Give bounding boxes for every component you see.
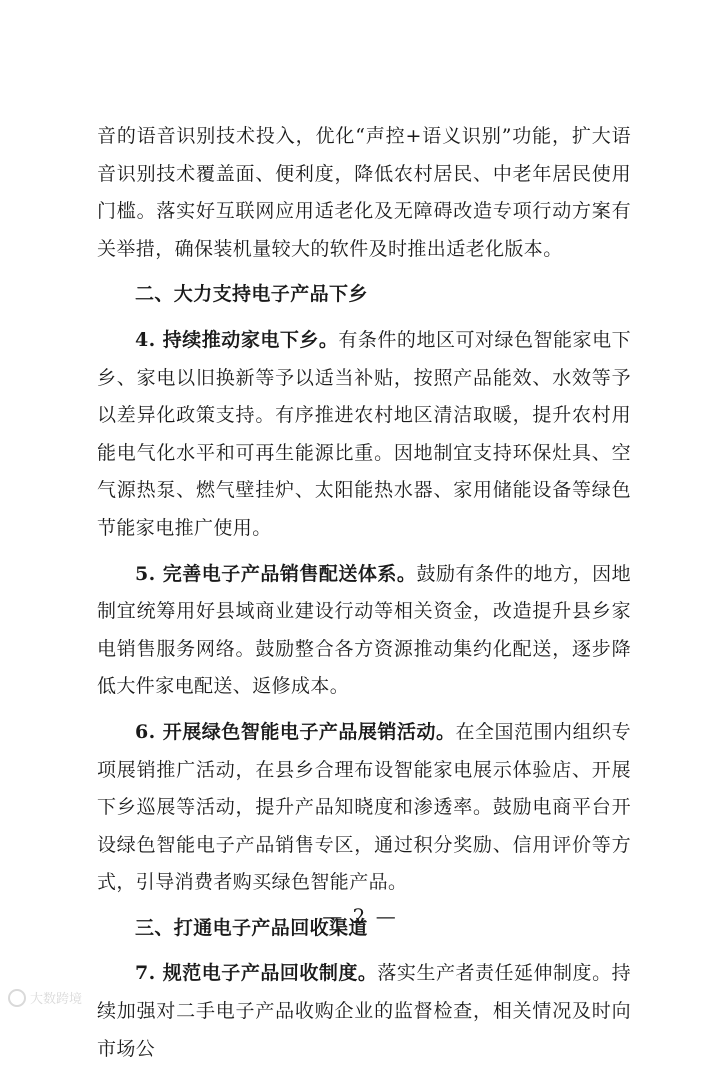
watermark-logo-icon [8,989,26,1007]
watermark [8,988,82,1007]
item-lead: 4. 持续推动家电下乡。 [135,328,339,351]
paragraph-continuation [97,118,631,268]
item-lead: 5. 完善电子产品销售配送体系。 [135,562,417,585]
paragraph-text: 鼓励有条件的地方，因地制宜统筹用好县域商业建设行动等相关资金，改造提升县乡家电销售服务网络。鼓励整合各方资源推动集约化配送，逐步降低大件家电配送、返修成本。 [97,562,631,698]
paragraph-text: 音的语音识别技术投入，优化“声控+语义识别”功能，扩大语音识别技术覆盖面、便利度，降低农村居民、中老年居民使用门槛。落实好互联网应用适老化及无障碍改造专项行动方案有关举措，确保装机量较大的软件及时推出适老化版本。 [97,125,631,260]
paragraph-text: 有条件的地区可对绿色智能家电下乡、家电以旧换新等予以适当补贴，按照产品能效、水效等予以差异化政策支持。有序推进农村地区清洁取暖，提升农村用能电气化水平和可再生能源比重。因地制宜支持环保灶具、空气源热泵、燃气壁挂炉、太阳能热水器、家用储能设备等绿色节能家电推广使用。 [97,328,631,539]
paragraph-item-7 [97,955,631,1068]
paragraph-text: 落实生产者责任延伸制度。持续加强对二手电子产品收购企业的监督检查，相关情况及时向市场公 [97,962,631,1060]
section-heading-3: 三、打通电子产品回收渠道 [135,916,368,939]
paragraph-item-6 [97,714,631,902]
page-number: — 2 — [322,904,398,928]
paragraph-item-4 [97,322,631,548]
paragraph-text: 在全国范围内组织专项展销推广活动，在县乡合理布设智能家电展示体验店、开展下乡巡展等活动，提升产品知晓度和渗透率。鼓励电商平台开设绿色智能电子产品销售专区，通过积分奖励、信用评价等方式，引导消费者购买绿色智能产品。 [97,720,631,894]
item-lead: 7. 规范电子产品回收制度。 [135,962,378,985]
watermark-text: 大数跨境 [30,992,83,1007]
paragraph-item-5 [97,556,631,706]
section-heading-2: 二、大力支持电子产品下乡 [135,283,368,306]
item-lead: 6. 开展绿色智能电子产品展销活动。 [135,720,456,743]
